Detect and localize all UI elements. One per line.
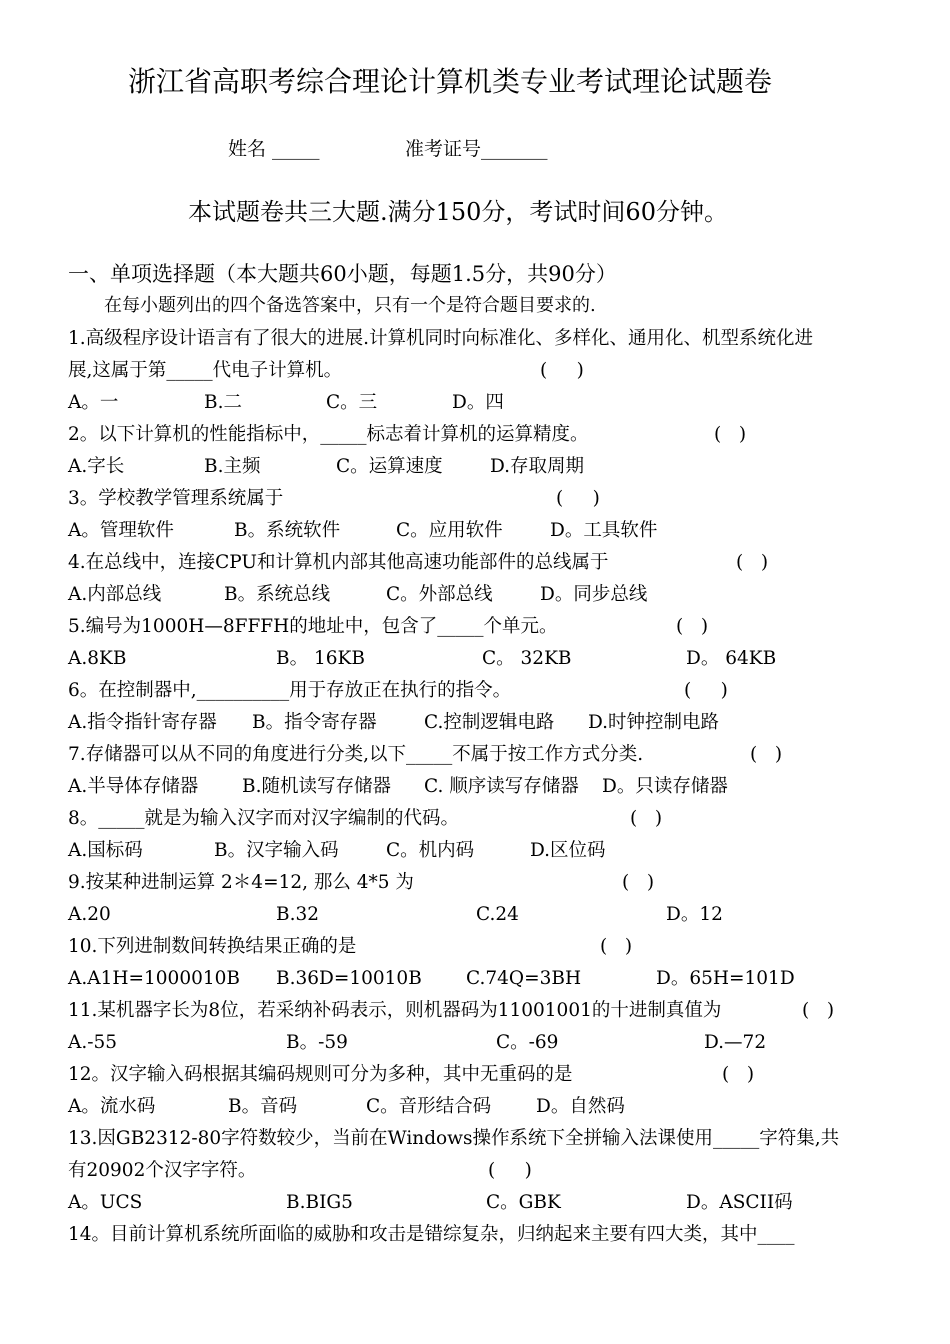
answer-blank: ( ) bbox=[540, 360, 584, 381]
section-heading: 一、单项选择题（本大题共60小题，每题1.5分，共90分） bbox=[68, 262, 617, 286]
question-text: 10.下列进制数间转换结果正确的是 bbox=[68, 936, 357, 957]
answer-option: C。-69 bbox=[496, 1032, 559, 1053]
question-text: 4.在总线中，连接CPU和计算机内部其他高速功能部件的总线属于 bbox=[68, 552, 609, 573]
answer-option: B.主频 bbox=[204, 456, 261, 477]
answer-blank: ( ) bbox=[600, 936, 633, 957]
answer-option: D。ASCII码 bbox=[686, 1192, 793, 1213]
answer-option: D。自然码 bbox=[536, 1096, 625, 1117]
question-text: 8。_____就是为输入汉字而对汉字编制的代码。 bbox=[68, 808, 460, 829]
answer-option: C.控制逻辑电路 bbox=[424, 712, 555, 733]
answer-option: D。 64KB bbox=[686, 648, 777, 669]
question-text: 6。在控制器中,__________用于存放正在执行的指令。 bbox=[68, 680, 512, 701]
answer-blank: ( ) bbox=[556, 488, 600, 509]
answer-option: C。运算速度 bbox=[336, 456, 443, 477]
question-text: 12。汉字输入码根据其编码规则可分为多种，其中无重码的是 bbox=[68, 1064, 573, 1085]
page-title: 浙江省高职考综合理论计算机类专业考试理论试题卷 bbox=[128, 65, 773, 98]
answer-option: D.区位码 bbox=[530, 840, 606, 861]
answer-option: A.内部总线 bbox=[68, 584, 162, 605]
answer-option: A.-55 bbox=[68, 1032, 118, 1053]
answer-blank: ( ) bbox=[684, 680, 728, 701]
answer-blank: ( ) bbox=[630, 808, 663, 829]
name-field: 姓名 _____ bbox=[228, 138, 320, 160]
question-text: 1.高级程序设计语言有了很大的进展.计算机同时向标准化、多样化、通用化、机型系统化进 bbox=[68, 328, 814, 349]
answer-option: B.随机读写存储器 bbox=[242, 776, 391, 797]
answer-blank: ( ) bbox=[676, 616, 709, 637]
exam-subtitle: 本试题卷共三大题.满分150分，考试时间60分钟。 bbox=[188, 198, 728, 226]
question-text: 13.因GB2312-80字符数较少，当前在Windows操作系统下全拼输入法课使用_____字符集,共 bbox=[68, 1128, 840, 1149]
question-text: 7.存储器可以从不同的角度进行分类,以下_____不属于按工作方式分类. bbox=[68, 744, 644, 765]
question-text: 展,这属于第_____代电子计算机。 bbox=[68, 360, 343, 381]
answer-option: A.20 bbox=[68, 904, 111, 925]
answer-option: C. 顺序读写存储器 bbox=[424, 776, 579, 797]
answer-option: C。GBK bbox=[486, 1192, 561, 1213]
question-text: 14。目前计算机系统所面临的威胁和攻击是错综复杂，归纳起来主要有四大类，其中____ bbox=[68, 1224, 795, 1245]
answer-option: D。只读存储器 bbox=[602, 776, 728, 797]
answer-option: C。 32KB bbox=[482, 648, 572, 669]
answer-option: A.字长 bbox=[68, 456, 125, 477]
answer-option: A。流水码 bbox=[68, 1096, 156, 1117]
answer-option: D。同步总线 bbox=[540, 584, 648, 605]
answer-option: B。汉字输入码 bbox=[214, 840, 339, 861]
answer-option: D.时钟控制电路 bbox=[588, 712, 720, 733]
answer-option: B。系统总线 bbox=[224, 584, 331, 605]
answer-blank: ( ) bbox=[802, 1000, 835, 1021]
answer-option: A。UCS bbox=[68, 1192, 143, 1213]
answer-option: D。65H=101D bbox=[656, 968, 795, 989]
answer-option: C.74Q=3BH bbox=[466, 968, 582, 989]
answer-option: D。12 bbox=[666, 904, 723, 925]
answer-option: C。机内码 bbox=[386, 840, 475, 861]
answer-option: B.32 bbox=[276, 904, 320, 925]
answer-blank: ( ) bbox=[488, 1160, 532, 1181]
answer-option: C。应用软件 bbox=[396, 520, 503, 541]
question-text: 3。学校教学管理系统属于 bbox=[68, 488, 284, 509]
answer-option: D.存取周期 bbox=[490, 456, 585, 477]
answer-blank: ( ) bbox=[736, 552, 769, 573]
question-text: 5.编号为1000H—8FFFH的地址中，包含了_____个单元。 bbox=[68, 616, 558, 637]
answer-option: A.指令指针寄存器 bbox=[68, 712, 217, 733]
answer-option: B.BIG5 bbox=[286, 1192, 353, 1213]
answer-option: A.国标码 bbox=[68, 840, 143, 861]
question-text: 11.某机器字长为8位，若采纳补码表示，则机器码为11001001的十进制真值为 bbox=[68, 1000, 722, 1021]
answer-blank: ( ) bbox=[750, 744, 783, 765]
answer-option: B。系统软件 bbox=[234, 520, 341, 541]
answer-option: C.24 bbox=[476, 904, 519, 925]
answer-option: B.二 bbox=[204, 392, 242, 413]
answer-option: A.A1H=1000010B bbox=[68, 968, 240, 989]
answer-blank: ( ) bbox=[722, 1064, 755, 1085]
answer-blank: ( ) bbox=[714, 424, 747, 445]
question-text: 有20902个汉字字符。 bbox=[68, 1160, 257, 1181]
answer-option: C。三 bbox=[326, 392, 378, 413]
answer-blank: ( ) bbox=[622, 872, 655, 893]
answer-option: A.半导体存储器 bbox=[68, 776, 199, 797]
answer-option: D。工具软件 bbox=[550, 520, 658, 541]
answer-option: B。 16KB bbox=[276, 648, 365, 669]
question-text: 9.按某种进制运算 2＊4=12, 那么 4*5 为 bbox=[68, 872, 414, 893]
answer-option: B。-59 bbox=[286, 1032, 348, 1053]
question-text: 2。以下计算机的性能指标中，_____标志着计算机的运算精度。 bbox=[68, 424, 589, 445]
answer-option: B.36D=10010B bbox=[276, 968, 422, 989]
answer-option: C。音形结合码 bbox=[366, 1096, 492, 1117]
answer-option: A.8KB bbox=[68, 648, 127, 669]
answer-option: A。一 bbox=[68, 392, 119, 413]
answer-option: D。四 bbox=[452, 392, 504, 413]
section-instruction: 在每小题列出的四个备选答案中，只有一个是符合题目要求的. bbox=[104, 295, 596, 316]
answer-option: B。音码 bbox=[228, 1096, 298, 1117]
answer-option: A。管理软件 bbox=[68, 520, 174, 541]
exam-id-field: 准考证号_______ bbox=[405, 138, 548, 160]
answer-option: C。外部总线 bbox=[386, 584, 493, 605]
answer-option: D.—72 bbox=[704, 1032, 767, 1053]
answer-option: B。指令寄存器 bbox=[252, 712, 377, 733]
